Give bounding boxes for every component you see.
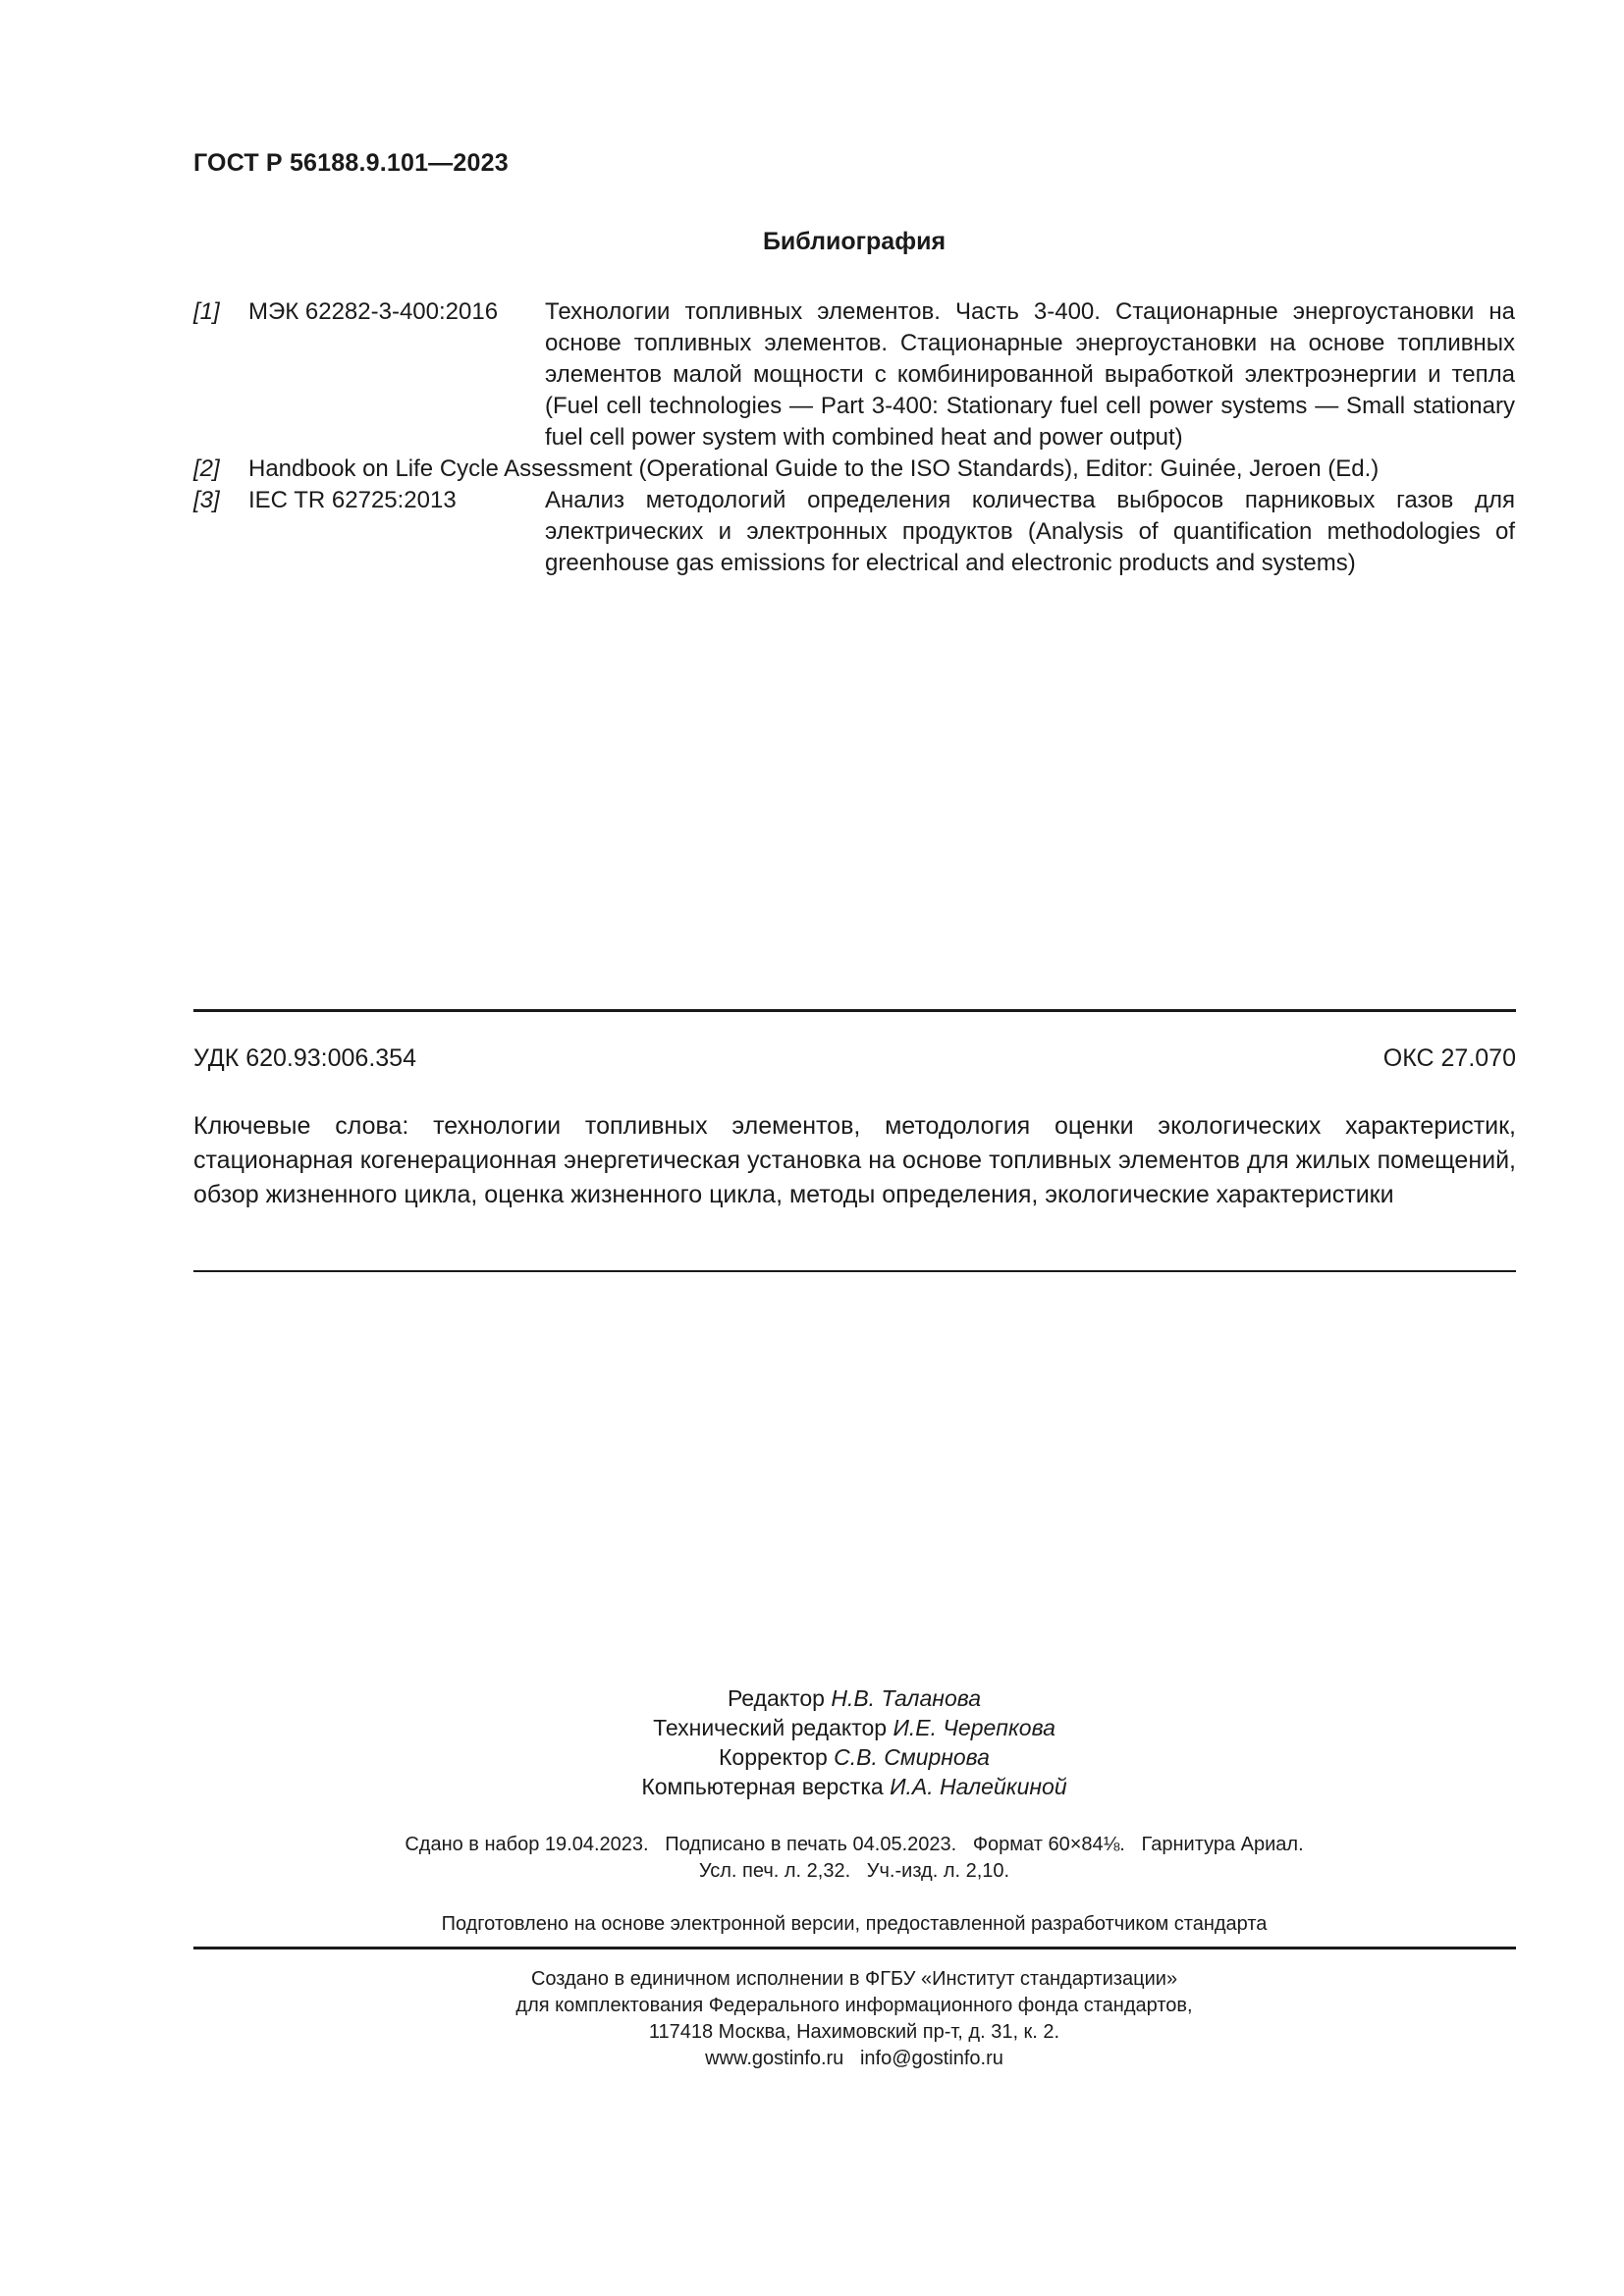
divider — [193, 1947, 1516, 1949]
bibliography-entry — [193, 296, 1515, 454]
credit-name: Н.В. Таланова — [831, 1685, 982, 1711]
entry-text: Handbook on Life Cycle Assessment (Operational Guide to the ISO Standards), Editor: Guinée, Jeroen (Ed.) — [248, 455, 1380, 482]
oks-code: ОКС 27.070 — [1382, 1044, 1516, 1072]
entry-number: [2] — [193, 455, 220, 482]
credit-line — [0, 1772, 1624, 1801]
udk-code: УДК 620.93:006.354 — [193, 1044, 416, 1072]
credit-role: Редактор — [727, 1685, 825, 1711]
credit-name: И.Е. Черепкова — [893, 1715, 1056, 1740]
credit-role: Технический редактор — [653, 1715, 888, 1740]
entry-source: МЭК 62282-3-400:2016 — [248, 298, 499, 325]
credit-name: С.В. Смирнова — [834, 1744, 990, 1770]
divider — [193, 1009, 1516, 1012]
entry-text: Технологии топливных элементов. Часть 3-400. Стационарные энергоустановки на основе топливных элементов. Стационарные энергоустановки на основе топливных элементов малой мощности с комбинированной выработкой электроэнергии и тепла (Fuel cell technologies — Part 3-400: Stationary fuel cell power systems — Small stationary fuel cell power system with combined heat and power output) — [545, 298, 1515, 451]
standard-code: ГОСТ Р 56188.9.101—2023 — [193, 149, 509, 177]
entry-number: [3] — [193, 487, 220, 513]
entry-source: IEC TR 62725:2013 — [248, 487, 457, 513]
credit-line — [0, 1683, 1624, 1713]
footer-line: Создано в единичном исполнении в ФГБУ «Институт стандартизации» — [530, 1968, 1178, 1990]
bibliography-entry — [193, 485, 1515, 579]
credit-role: Компьютерная верстка — [641, 1774, 884, 1799]
credit-name: И.А. Налейкиной — [890, 1774, 1067, 1799]
publisher-footer — [0, 1966, 1624, 2072]
entry-text: Анализ методологий определения количества выбросов парниковых газов для электрических и электронных продуктов (Analysis of quantification methodologies of greenhouse gas emissions for electrical and electronic products and systems) — [545, 487, 1515, 576]
imprint-line: Сдано в набор 19.04.2023. Подписано в печать 04.05.2023. Формат 60×84⅛. Гарнитура Ариал. — [405, 1834, 1304, 1855]
bibliography-entry — [193, 454, 1515, 485]
footer-line: 117418 Москва, Нахимовский пр-т, д. 31, к. 2. — [648, 2021, 1060, 2043]
credits — [0, 1683, 1624, 1801]
imprint — [0, 1832, 1624, 1885]
keywords: Ключевые слова: технологии топливных элементов, методология оценки экологических характеристик, стационарная когенерационная энергетическая установка на основе топливных элементов для жилых помещений, обзор жизненного цикла, оценка жизненного цикла, методы определения, экологические характеристики — [193, 1112, 1516, 1208]
footer-links: www.gostinfo.ru info@gostinfo.ru — [705, 2048, 1003, 2069]
prepared-note: Подготовлено на основе электронной версии, предоставленной разработчиком стандарта — [441, 1913, 1268, 1935]
divider — [193, 1270, 1516, 1272]
credit-line — [0, 1742, 1624, 1772]
credit-line — [0, 1713, 1624, 1742]
credit-role: Корректор — [719, 1744, 828, 1770]
entry-number: [1] — [193, 298, 220, 325]
bibliography-title: Библиография — [762, 228, 947, 255]
imprint-line: Усл. печ. л. 2,32. Уч.-изд. л. 2,10. — [698, 1860, 1010, 1882]
footer-line: для комплектования Федерального информационного фонда стандартов, — [515, 1995, 1193, 2016]
